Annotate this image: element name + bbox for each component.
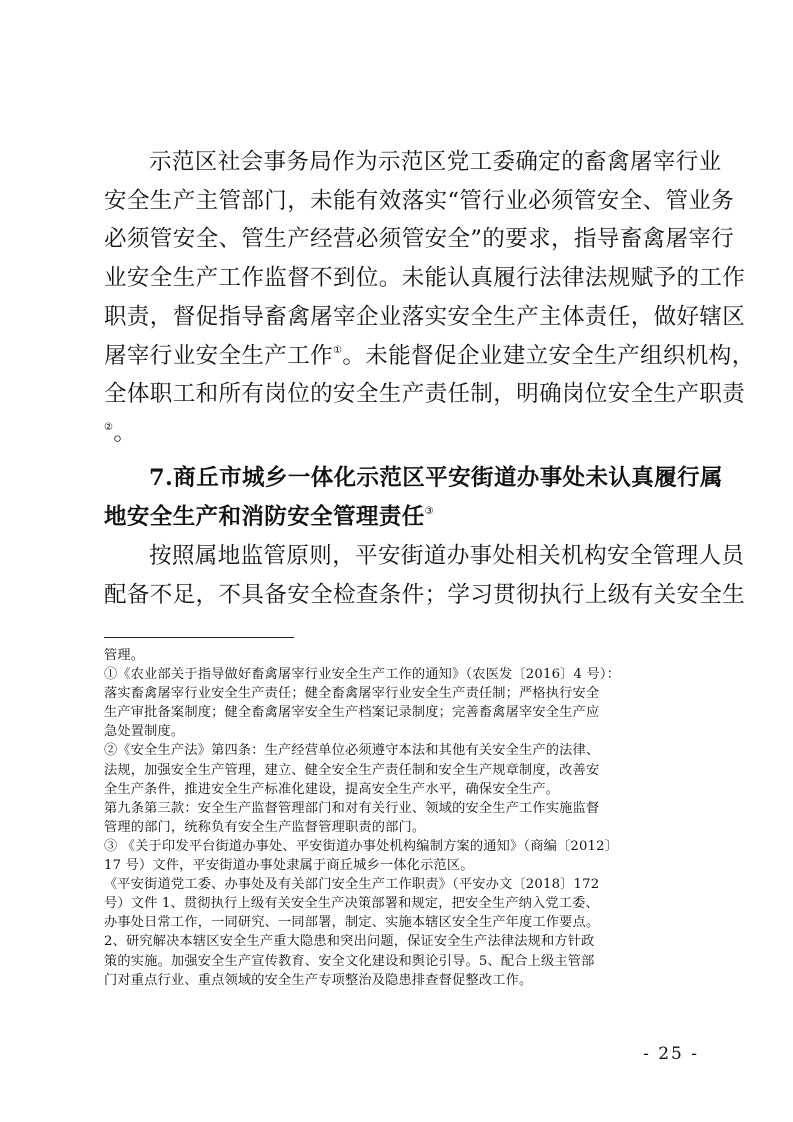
paragraph-line: 必须管安全、管生产经营必须管安全”的要求，指导畜禽屠宰行 bbox=[104, 226, 735, 253]
paragraph-line: 业安全生产工作监督不到位。未能认真履行法律法规赋予的工作 bbox=[104, 265, 746, 292]
paragraph-line: ②。 bbox=[104, 419, 137, 446]
footnote-line: 全生产条件，推进安全生产标准化建设，提高安全生产水平，确保安全生产。 bbox=[104, 781, 560, 797]
paragraph-line: 安全生产主管部门，未能有效落实“管行业必须管安全、管业务 bbox=[104, 187, 735, 214]
paragraph-line: 屠宰行业安全生产工作①。未能督促企业建立安全生产组织机构， bbox=[104, 342, 755, 369]
paragraph-line: 示范区社会事务局作为示范区党工委确定的畜禽屠宰行业 bbox=[149, 149, 722, 175]
footnote-line: 急处置制度。 bbox=[104, 724, 185, 740]
footnote-line: 法规，加强安全生产管理，建立、健全安全生产责任制和安全生产规章制度，改善安 bbox=[104, 762, 600, 778]
footnote-separator bbox=[104, 637, 294, 638]
paragraph-line: 全体职工和所有岗位的安全生产责任制，明确岗位安全生产职责 bbox=[104, 381, 746, 408]
footnote-line: 办事处日常工作，一同研究、一同部署，制定、实施本辖区安全生产年度工作要点。 bbox=[104, 915, 600, 931]
heading-line: 地安全生产和消防安全管理责任③ bbox=[104, 503, 434, 530]
body-paragraph-1 bbox=[104, 143, 755, 453]
footnote-ref-1[interactable]: ① bbox=[333, 344, 343, 356]
footnote-line: ③ 《关于印发平台街道办事处、平安街道办事处机构编制方案的通知》（商编〔2012〕 bbox=[104, 838, 619, 854]
footnote-line: 管理的部门，统称负有安全生产监督管理职责的部门。 bbox=[104, 819, 426, 835]
footnote-ref-2[interactable]: ② bbox=[104, 421, 114, 433]
footnote-line: 第九条第三款：安全生产监督管理部门和对有关行业、领域的安全生产工作实施监督 bbox=[104, 800, 600, 816]
page-number: - 25 - bbox=[643, 1044, 699, 1064]
footnote-line: 17 号）文件，平安街道办事处隶属于商丘城乡一体化示范区。 bbox=[104, 858, 474, 874]
footnote-line: ①《农业部关于指导做好畜禽屠宰行业安全生产工作的通知》（农医发〔2016〕4 号）： bbox=[104, 667, 621, 683]
section-heading bbox=[104, 459, 723, 536]
paragraph-line: 按照属地监管原则，平安街道办事处相关机构安全管理人员 bbox=[149, 543, 745, 569]
footnote-line: ②《安全生产法》第四条：生产经营单位必须遵守本法和其他有关安全生产的法律、 bbox=[104, 743, 600, 759]
footnote-line: 管理。 bbox=[104, 648, 145, 663]
footnote-line: 门对重点行业、重点领域的安全生产专项整治及隐患排查督促整改工作。 bbox=[104, 972, 533, 988]
paragraph-line: 配备不足，不具备安全检查条件；学习贯彻执行上级有关安全生 bbox=[104, 581, 746, 608]
footnote-line: 落实畜禽屠宰行业安全生产责任；健全畜禽屠宰行业安全生产责任制；严格执行安全 bbox=[104, 686, 600, 702]
footnote-line: 生产审批备案制度；健全畜禽屠宰安全生产档案记录制度；完善畜禽屠宰安全生产应 bbox=[104, 705, 600, 721]
footnote-line: 号）文件 1、贯彻执行上级有关安全生产决策部署和规定，把安全生产纳入党工委、 bbox=[104, 896, 599, 912]
footnotes bbox=[104, 646, 698, 990]
body-paragraph-2 bbox=[104, 537, 746, 614]
footnote-line: 2、研究解决本辖区安全生产重大隐患和突出问题，保证安全生产法律法规和方针政 bbox=[104, 934, 595, 950]
footnote-line: 策的实施。加强安全生产宣传教育、安全文化建设和舆论引导。5、配合上级主管部 bbox=[104, 953, 595, 969]
footnote-line: 《平安街道党工委、办事处及有关部门安全生产工作职责》（平安办文〔2018〕172 bbox=[104, 877, 600, 893]
heading-line: 7.商丘市城乡一体化示范区平安街道办事处未认真履行属 bbox=[149, 465, 723, 491]
footnote-ref-3[interactable]: ③ bbox=[424, 505, 434, 517]
paragraph-line: 职责，督促指导畜禽屠宰企业落实安全生产主体责任，做好辖区 bbox=[104, 303, 746, 330]
